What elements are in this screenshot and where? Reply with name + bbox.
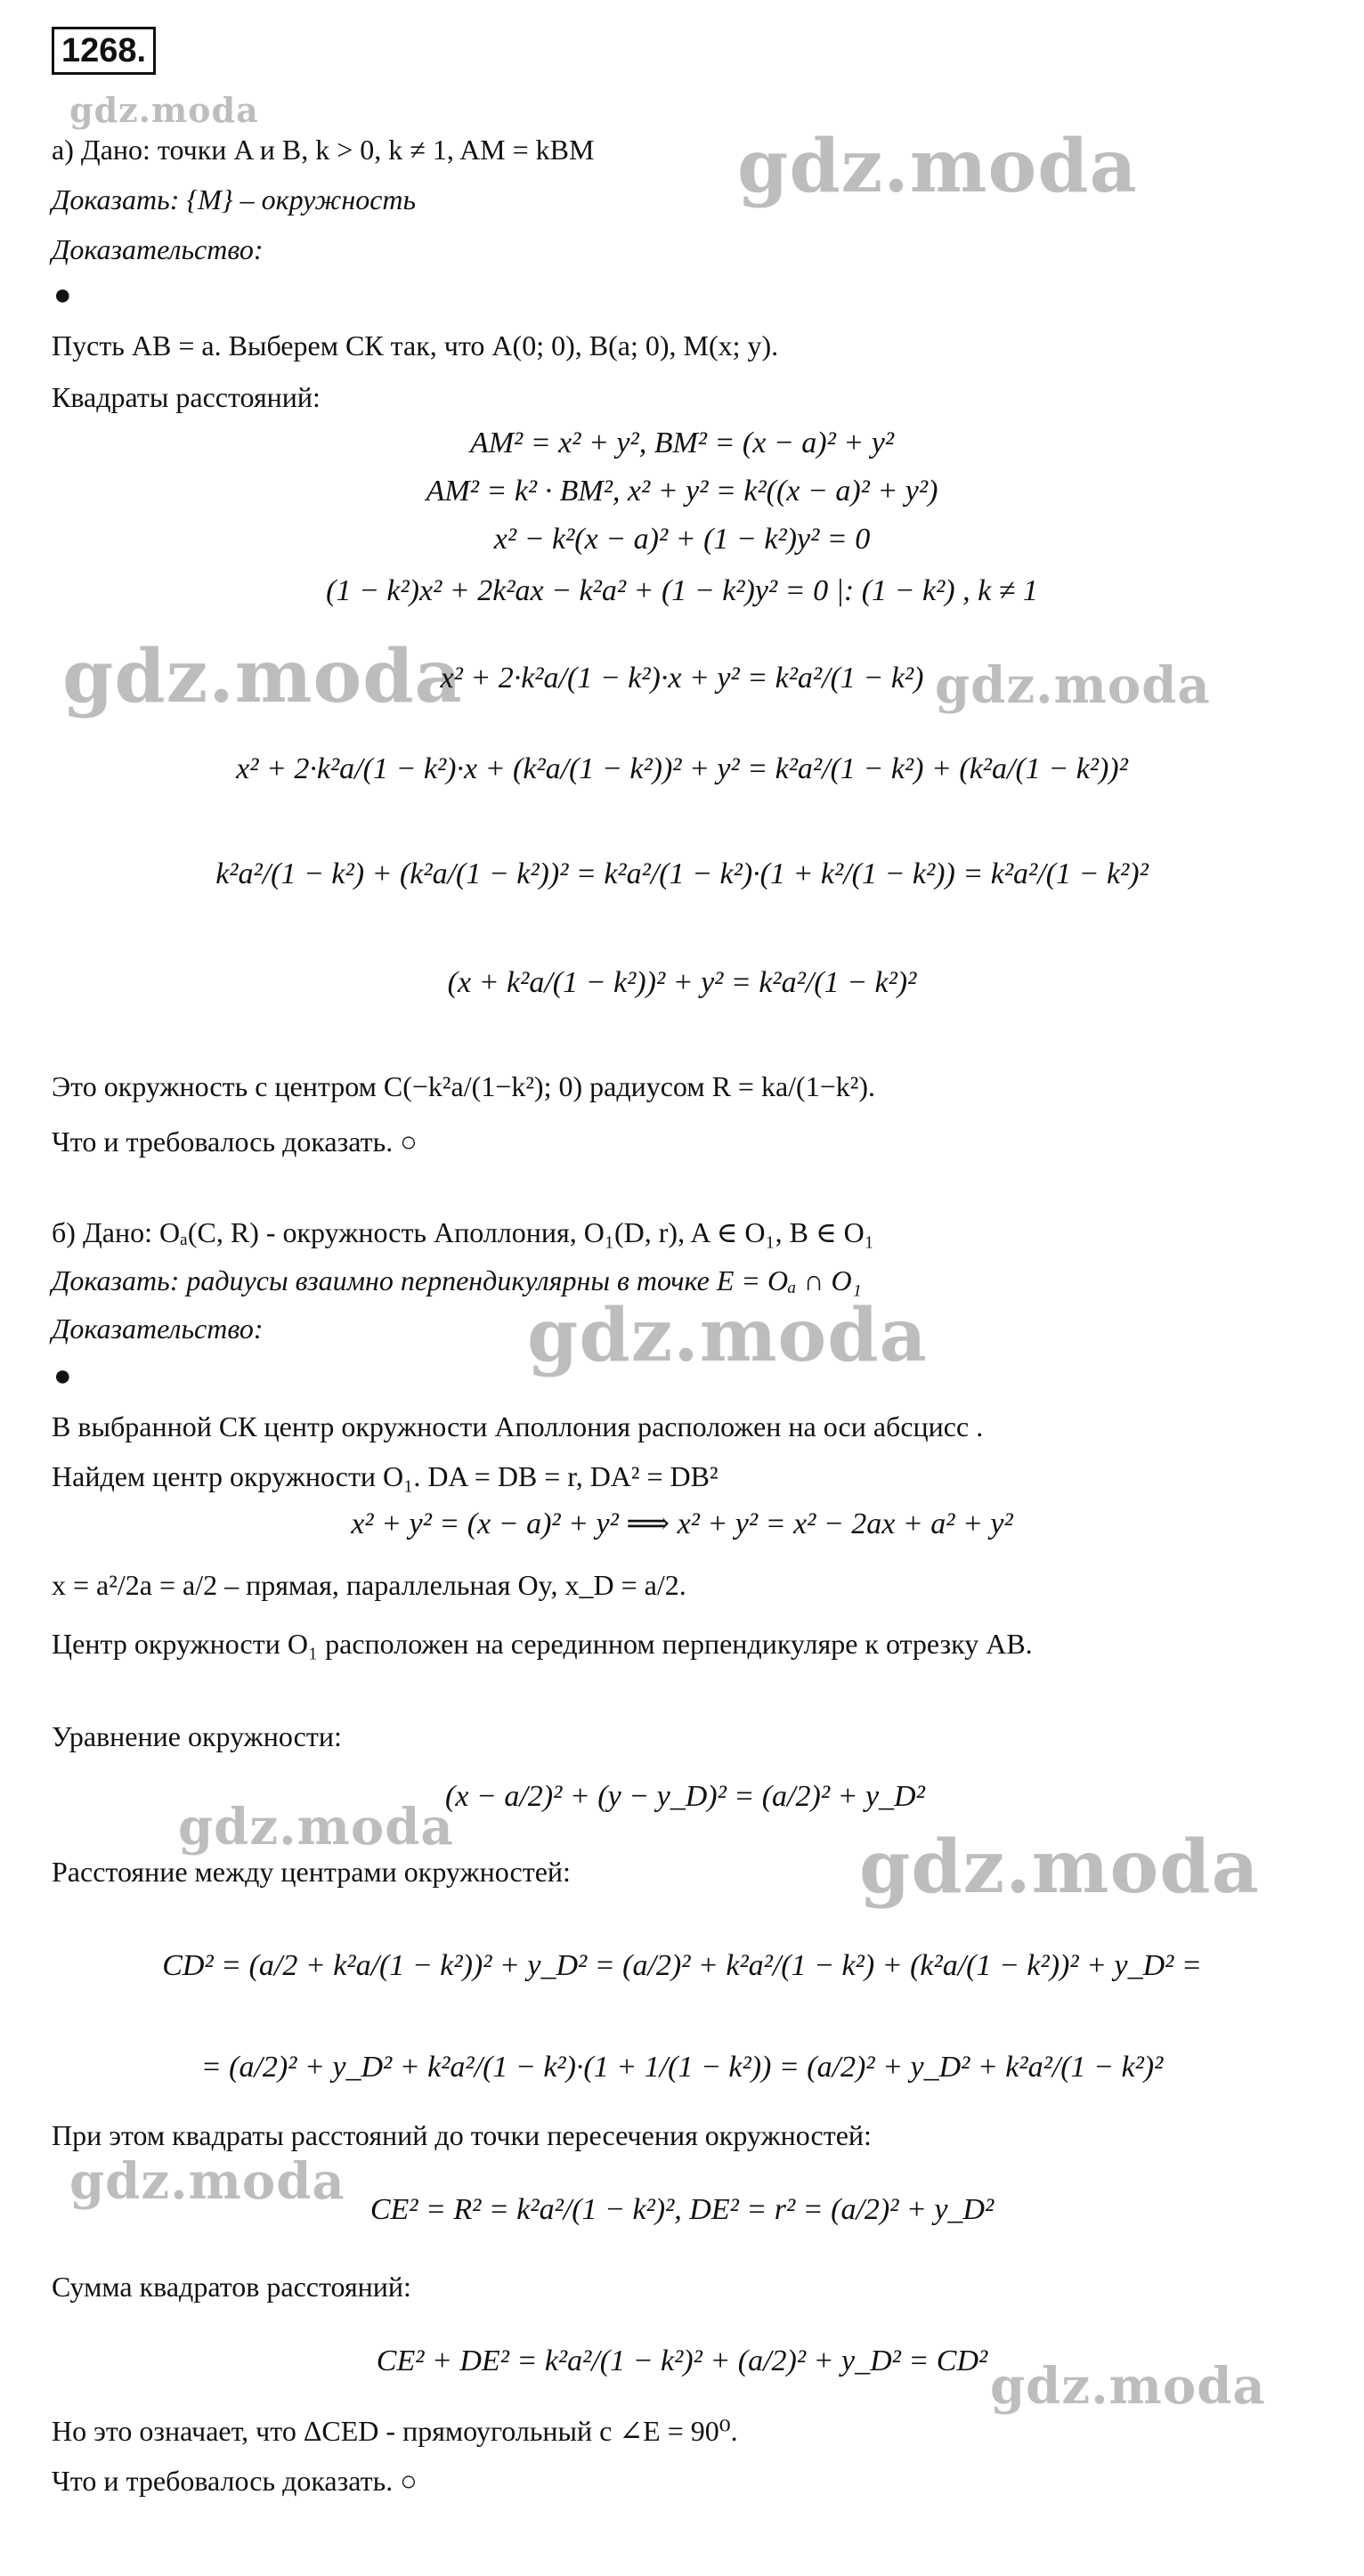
part-a-prove: Доказать: {M} – окружность (52, 183, 417, 215)
part-b-center-distance-label: Расстояние между центрами окружностей: (52, 1856, 571, 1888)
part-b-eq3: (x − a/2)² + (y − y_D)² = (a/2)² + y_D² (445, 1780, 925, 1813)
part-b-eq4: CD² = (a/2 + k²a/(1 − k²))² + y_D² = (a/2)² + k²a²/(1 − k²) + (k²a/(1 − k²))² + y_D² = (162, 1949, 1202, 1982)
part-b-eq2: x = a²/2a = a/2 – прямая, параллельная Oy, x_D = a/2. (52, 1569, 686, 1601)
part-a-eq7: k²a²/(1 − k²) + (k²a/(1 − k²))² = k²a²/(1 − k²)·(1 + k²/(1 − k²)) = k²a²/(1 − k²)² (215, 857, 1149, 890)
part-a-given: а) Дано: точки A и B, k > 0, k ≠ 1, AM = kBM (52, 134, 595, 166)
part-a-qed: Что и требовалось доказать. ○ (52, 1125, 418, 1158)
part-b-eq5: = (a/2)² + y_D² + k²a²/(1 − k²)·(1 + 1/(1 − k²)) = (a/2)² + y_D² + k²a²/(1 − k²)² (200, 2051, 1164, 2084)
part-b-bullet: ● (53, 1360, 72, 1393)
watermark: gdz.moda (527, 1293, 928, 1378)
part-b-eq6: CE² = R² = k²a²/(1 − k²)², DE² = r² = (a/2)² + y_D² (369, 2193, 995, 2226)
watermark: gdz.moda (990, 2357, 1266, 2416)
part-b-given: б) Дано: Oₐ(C, R) - окружность Аполлония, O₁(D, r), A ∈ O₁, B ∈ O₁ (52, 1216, 874, 1248)
part-b-circle-equation-label: Уравнение окружности: (52, 1720, 342, 1752)
watermark: gdz.moda (62, 634, 463, 719)
problem-number: 1268. (52, 27, 156, 75)
part-b-eq7: CE² + DE² = k²a²/(1 − k²)² + (a/2)² + y_D² = CD² (376, 2344, 988, 2377)
part-b-qed: Что и требовалось доказать. ○ (52, 2465, 418, 2497)
part-a-eq5: x² + 2·k²a/(1 − k²)·x + y² = k²a²/(1 − k²) (440, 662, 924, 695)
part-a-eq8: (x + k²a/(1 − k²))² + y² = k²a²/(1 − k²)² (447, 966, 917, 999)
part-b-apollonius-center: В выбранной СК центр окружности Аполлония расположен на оси абсцисс . (52, 1410, 984, 1442)
part-a-eq6: x² + 2·k²a/(1 − k²)·x + (k²a/(1 − k²))² + y² = k²a²/(1 − k²) + (k²a/(1 − k²))² (236, 752, 1128, 785)
part-b-eq1: x² + y² = (x − a)² + y² ⟹ x² + y² = x² − 2ax + a² + y² (351, 1507, 1013, 1540)
part-b-sum-label: Сумма квадратов расстояний: (52, 2271, 411, 2303)
watermark: gdz.moda (935, 656, 1211, 715)
part-a-eq1: AM² = x² + y², BM² = (x − a)² + y² (469, 427, 895, 459)
part-a-setup: Пусть AB = a. Выберем СК так, что A(0; 0), B(a; 0), M(x; y). (52, 329, 779, 362)
watermark: gdz.moda (178, 1798, 454, 1857)
part-b-find-center: Найдем центр окружности O₁. DA = DB = r, DA² = DB² (52, 1460, 719, 1492)
part-a-conclusion: Это окружность с центром C(−k²a/(1−k²); 0) радиусом R = ka/(1−k²). (52, 1070, 875, 1102)
part-b-proof-label: Доказательство: (52, 1312, 264, 1345)
watermark: gdz.moda (737, 124, 1138, 209)
part-a-eq3: x² − k²(x − a)² + (1 − k²)y² = 0 (493, 523, 871, 556)
part-a-eq4: (1 − k²)x² + 2k²ax − k²a² + (1 − k²)y² = 0 |: (1 − k²) , k ≠ 1 (326, 574, 1038, 607)
part-a-distances-label: Квадраты расстояний: (52, 381, 321, 413)
watermark: gdz.moda (69, 2152, 345, 2211)
part-a-bullet: ● (53, 279, 72, 312)
part-b-prove: Доказать: радиусы взаимно перпендикулярны в точке E = Oₐ ∩ O₁ (52, 1264, 862, 1296)
part-a-proof-label: Доказательство: (52, 233, 264, 265)
part-b-intersection-label: При этом квадраты расстояний до точки пересечения окружностей: (52, 2119, 872, 2151)
watermark: gdz.moda (859, 1824, 1260, 1910)
part-a-eq2: AM² = k² · BM², x² + y² = k²((x − a)² + y²) (426, 475, 938, 508)
part-b-conclusion: Но это означает, что ΔCED - прямоугольный с ∠E = 90⁰. (52, 2415, 738, 2447)
part-b-perpendicular-bisector: Центр окружности O₁ расположен на серединном перпендикуляре к отрезку AB. (52, 1628, 1033, 1660)
watermark: gdz.moda (69, 90, 259, 130)
